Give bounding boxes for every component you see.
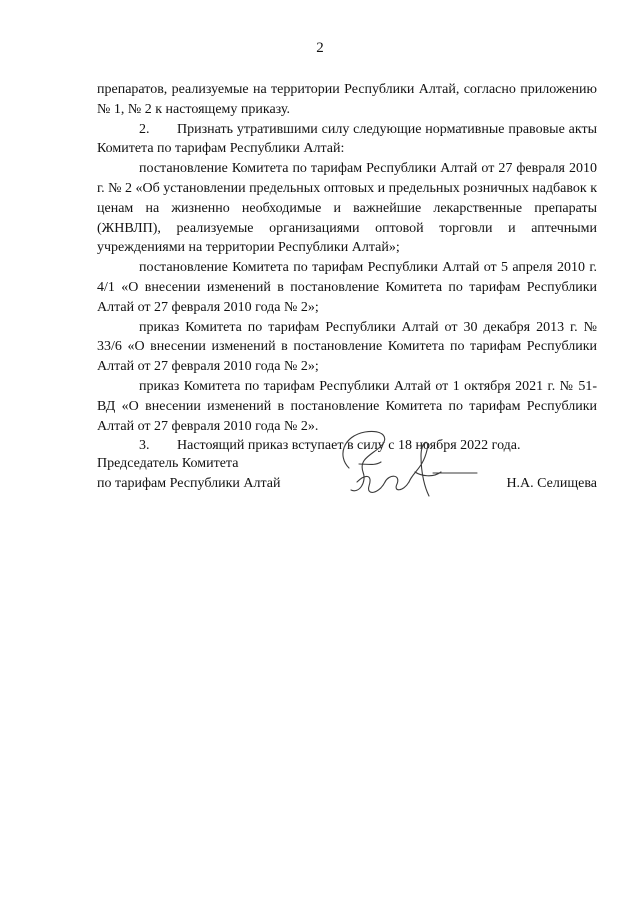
repealed-act-4: приказ Комитета по тарифам Республики Алтай от 1 октября 2021 г. № 51-ВД «О внесении изменений в постановление Комитета по тарифам Республики Алтай от 27 февраля 2010 года № 2». [97,378,597,434]
page-number: 2 [316,40,324,56]
item-text: Настоящий приказ вступает в силу с 18 ноября 2022 года. [177,438,521,454]
signatory-name: Н.А. Селищева [506,475,597,491]
list-item-2 [97,120,597,160]
repealed-act-1: постановление Комитета по тарифам Республики Алтай от 27 февраля 2010 г. № 2 «Об установлении предельных оптовых и предельных розничных надбавок к ценам на жизненно необходимые и важнейшие лекарственные препараты (ЖНВЛП), реализуемые организациями оптовой торговли и аптечными учреждениями на территории Республики Алтай»; [97,161,597,256]
document-body [97,80,597,456]
item-number: 2. [139,121,150,137]
item-text: Признать утратившими силу следующие нормативные правовые акты Комитета по тарифам Республики Алтай: [97,121,597,157]
handwritten-signature [329,416,489,516]
position-line-1: Председатель Комитета [97,456,239,471]
position-line-2: по тарифам Республики Алтай [97,475,281,491]
signatory-position [97,454,280,493]
repealed-act-3: приказ Комитета по тарифам Республики Алтай от 30 декабря 2013 г. № 33/6 «О внесении изменений в постановление Комитета по тарифам Республики Алтай от 27 февраля 2010 года № 2»; [97,319,597,375]
paragraph-continuation: препаратов, реализуемые на территории Республики Алтай, согласно приложению № 1, № 2 к настоящему приказу. [97,82,597,117]
repealed-act-2: постановление Комитета по тарифам Республики Алтай от 5 апреля 2010 г. 4/1 «О внесении изменений в постановление Комитета по тарифам Республики Алтай от 27 февраля 2010 года № 2»; [97,260,597,315]
item-number: 3. [139,438,150,454]
